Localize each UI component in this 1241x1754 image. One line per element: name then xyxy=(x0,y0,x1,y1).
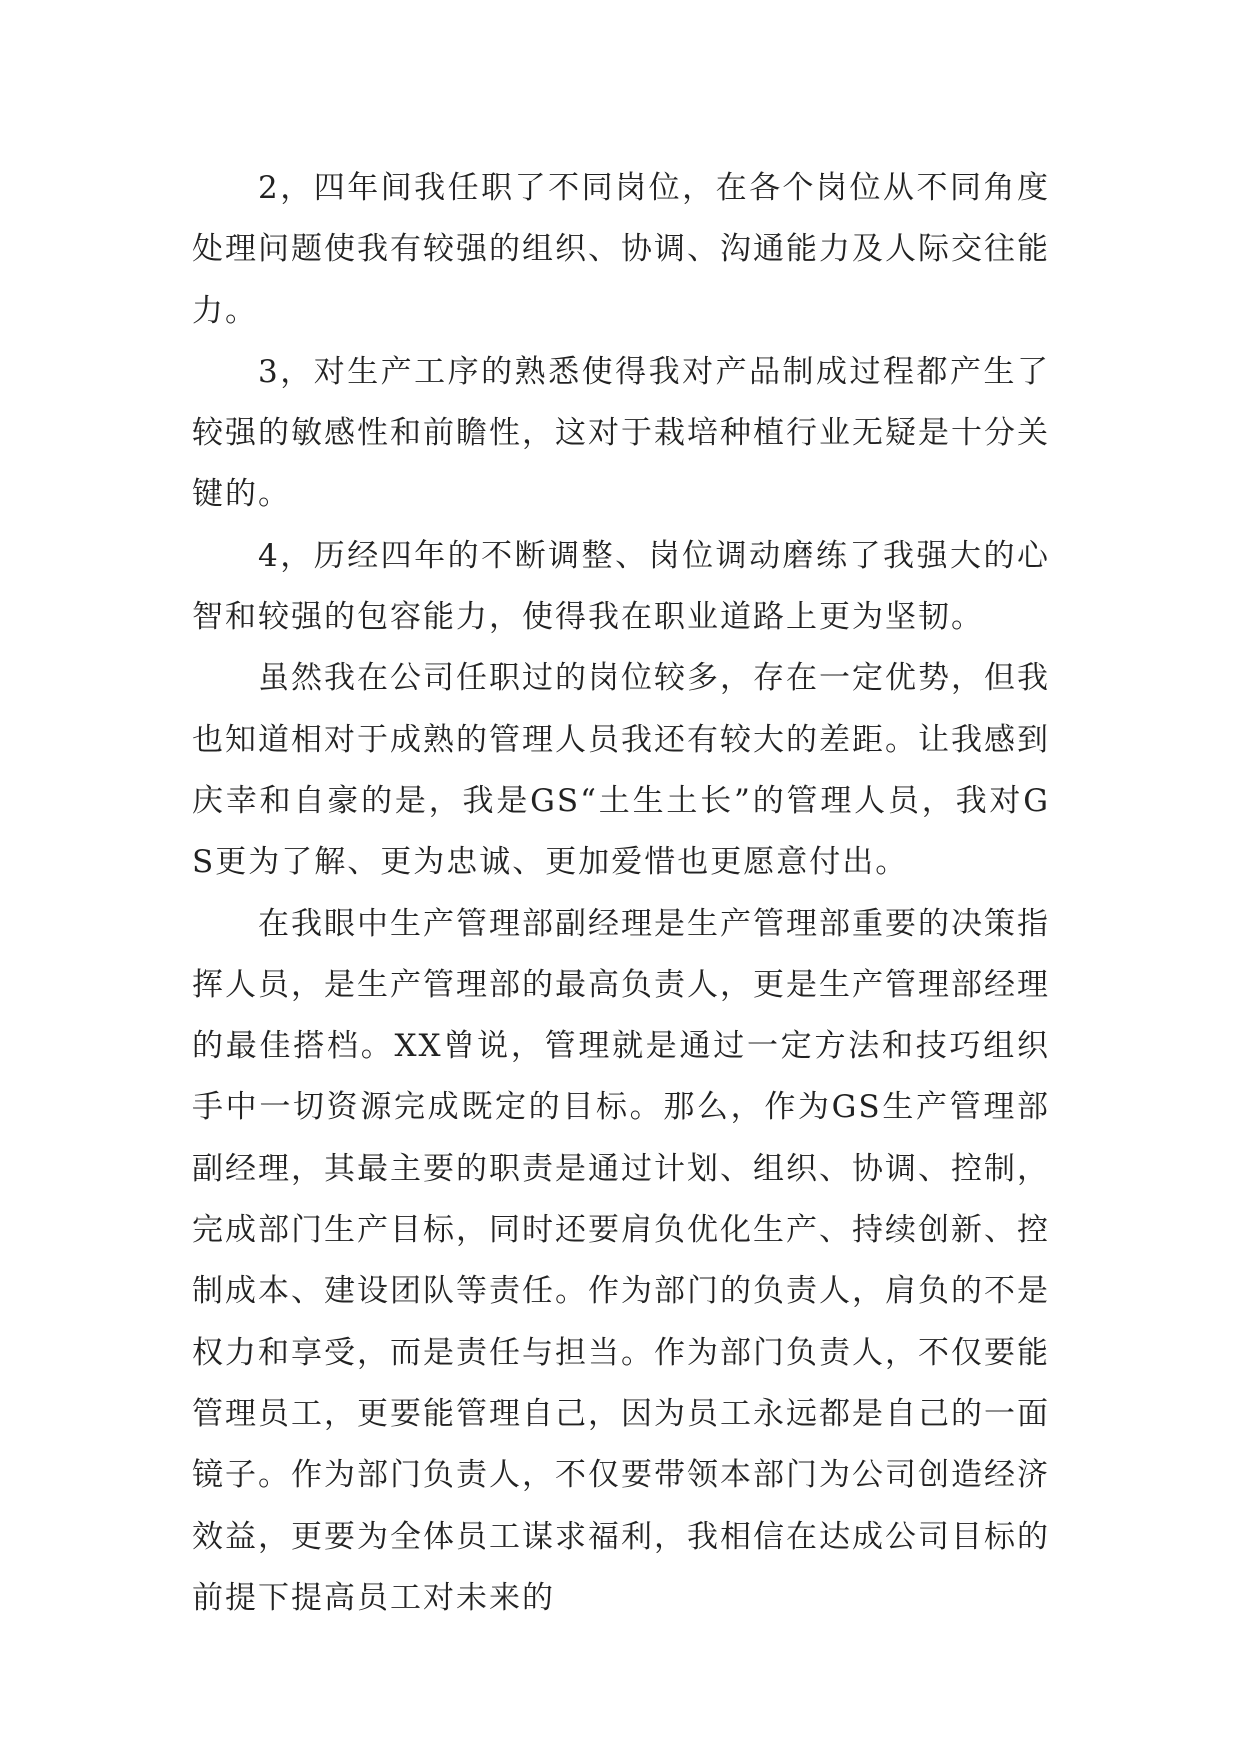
document-body xyxy=(192,158,1050,1629)
paragraph-item-3: 3，对生产工序的熟悉使得我对产品制成过程都产生了较强的敏感性和前瞻性，这对于栽培种植行业无疑是十分关键的。 xyxy=(192,353,1050,513)
paragraph-item-4: 4，历经四年的不断调整、岗位调动磨练了我强大的心智和较强的包容能力，使得我在职业道路上更为坚韧。 xyxy=(192,537,1050,636)
paragraph-role-understanding: 在我眼中生产管理部副经理是生产管理部重要的决策指挥人员，是生产管理部的最高负责人，更是生产管理部经理的最佳搭档。XX曾说，管理就是通过一定方法和技巧组织手中一切资源完成既定的目标。那么，作为GS生产管理部副经理，其最主要的职责是通过计划、组织、协调、控制，完成部门生产目标，同时还要肩负优化生产、持续创新、控制成本、建设团队等责任。作为部门的负责人，肩负的不是权力和享受，而是责任与担当。作为部门负责人，不仅要能管理员工，更要能管理自己，因为员工永远都是自己的一面镜子。作为部门负责人，不仅要带领本部门为公司创造经济效益，更要为全体员工谋求福利，我相信在达成公司目标的前提下提高员工对未来的 xyxy=(192,905,1050,1616)
paragraph-item-2: 2，四年间我任职了不同岗位，在各个岗位从不同角度处理问题使我有较强的组织、协调、沟通能力及人际交往能力。 xyxy=(192,170,1050,329)
paragraph-advantages-gap: 虽然我在公司任职过的岗位较多，存在一定优势，但我也知道相对于成熟的管理人员我还有较大的差距。让我感到庆幸和自豪的是，我是GS“土生土长”的管理人员，我对GS更为了解、更为忠诚、更加爱惜也更愿意付出。 xyxy=(192,660,1050,881)
